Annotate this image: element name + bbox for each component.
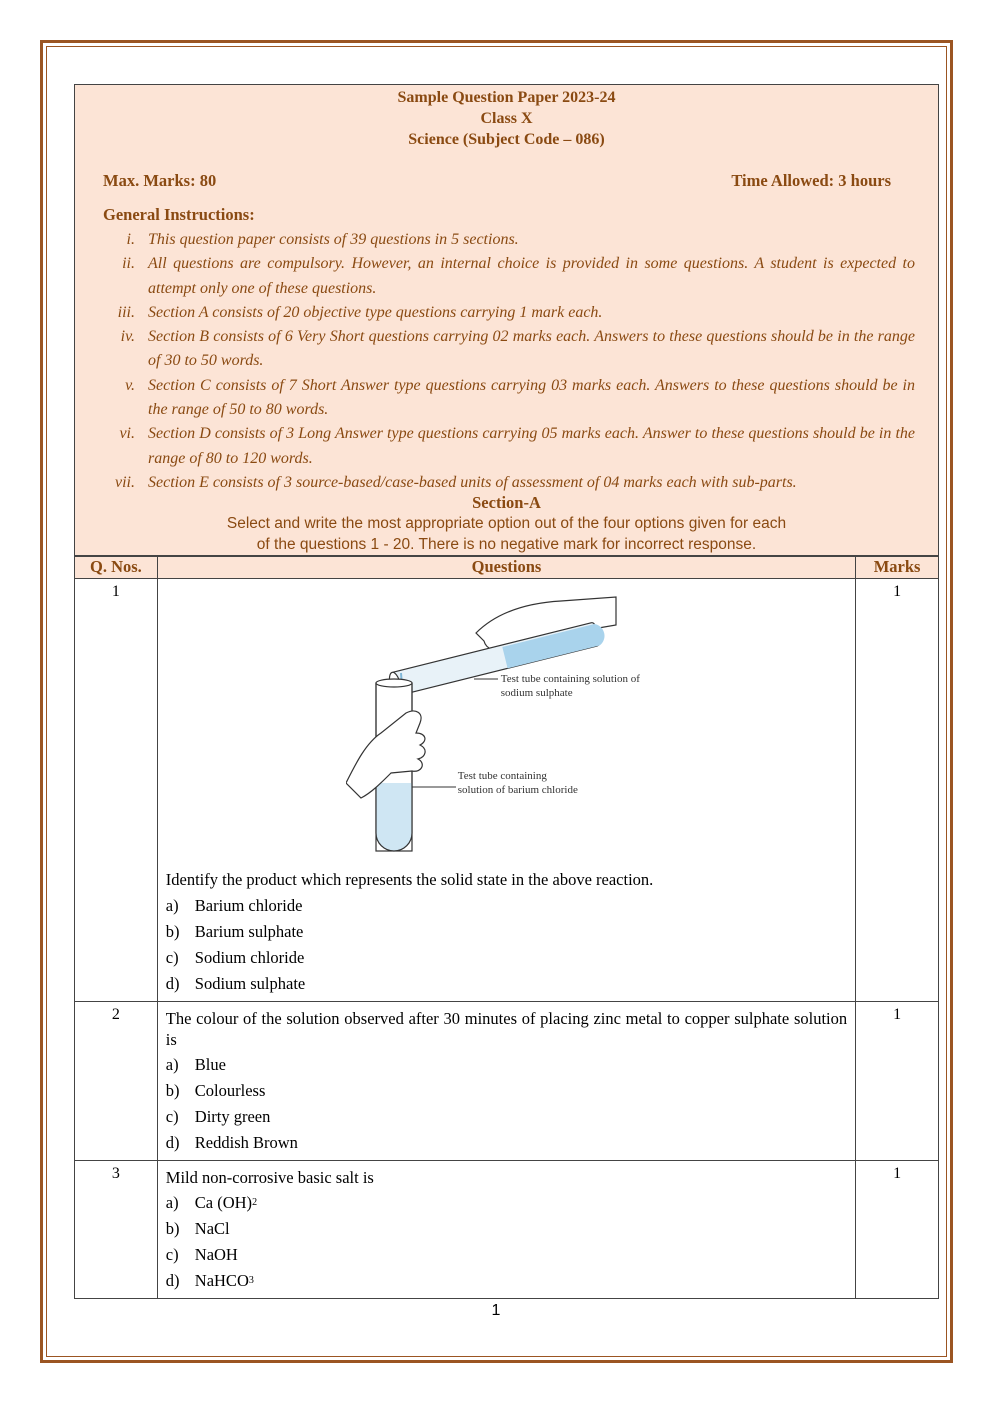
paper-title: Sample Question Paper 2023-24 xyxy=(397,89,616,106)
figure-label-lower-line1: Test tube containing xyxy=(457,770,547,782)
option-item: a) Ca (OH) 2 xyxy=(165,1193,258,1212)
question-cell xyxy=(157,1161,855,1299)
paper-subject: Science (Subject Code – 086) xyxy=(408,131,605,148)
option-item: b) Barium sulphate xyxy=(165,922,304,941)
question-marks: 1 xyxy=(856,1161,939,1299)
instruction-item: iv. Section B consists of 6 Very Short questions carrying 02 marks each. Answers to these questions should be in the range of 30 to 50 words. xyxy=(120,328,915,370)
option-item: b) NaCl xyxy=(165,1219,230,1238)
col-header-qno: Q. Nos. xyxy=(75,557,158,579)
max-marks: Max. Marks: 80 xyxy=(103,171,217,190)
question-number: 1 xyxy=(75,579,158,1002)
instruction-item: v. Section C consists of 7 Short Answer type questions carrying 03 marks each. Answers to these questions should be in the range of 50 to 80 words. xyxy=(125,376,915,419)
col-header-marks: Marks xyxy=(856,557,939,579)
section-a-title: Section-A xyxy=(472,493,541,512)
option-item: c) NaOH xyxy=(165,1245,238,1264)
instruction-item: vi. Section D consists of 3 Long Answer type questions carrying 05 marks each. Answer to these questions should be in the range of 80 to 120 words. xyxy=(119,425,915,467)
option-item: a) Blue xyxy=(165,1055,226,1074)
figure-label-lower-line2: solution of barium chloride xyxy=(457,784,578,796)
paper-class: Class X xyxy=(480,110,533,127)
option-item: d) NaHCO 3 xyxy=(165,1271,254,1290)
question-text: Mild non-corrosive basic salt is xyxy=(165,1168,374,1187)
question-cell xyxy=(157,579,855,1002)
figure-label-upper-line2: sodium sulphate xyxy=(500,687,573,699)
instruction-item: iii. Section A consists of 20 objective type questions carrying 1 mark each. xyxy=(117,303,603,321)
section-a-header xyxy=(74,491,939,556)
option-item: b) Colourless xyxy=(165,1081,266,1100)
page-number: 1 xyxy=(491,1302,501,1319)
option-item: d) Sodium sulphate xyxy=(165,974,306,993)
question-number: 3 xyxy=(75,1161,158,1299)
table-row xyxy=(75,1002,939,1161)
question-text: The colour of the solution observed after 30 minutes of placing zinc metal to copper sulphate solution is xyxy=(165,1009,848,1049)
instruction-item: i. This question paper consists of 39 questions in 5 sections. xyxy=(126,231,519,248)
section-a-desc-line2: of the questions 1 - 20. There is no negative mark for incorrect response. xyxy=(256,535,757,553)
questions-table xyxy=(74,556,939,1299)
test-tube-figure xyxy=(346,583,686,865)
instruction-item: vii. Section E consists of 3 source-based/case-based units of assessment of 04 marks each with sub-parts. xyxy=(115,473,797,491)
question-marks: 1 xyxy=(856,579,939,1002)
figure-label-upper-line1: Test tube containing solution of xyxy=(500,673,640,685)
question-number: 2 xyxy=(75,1002,158,1161)
time-allowed: Time Allowed: 3 hours xyxy=(731,171,891,190)
question-cell xyxy=(157,1002,855,1161)
table-row xyxy=(75,1161,939,1299)
option-item: c) Dirty green xyxy=(165,1107,271,1126)
table-row xyxy=(75,579,939,1002)
table-header-row xyxy=(75,557,939,579)
general-instructions-list xyxy=(75,228,915,495)
question-marks: 1 xyxy=(856,1002,939,1161)
option-item: d) Reddish Brown xyxy=(165,1133,298,1152)
question-text: Identify the product which represents the solid state in the above reaction. xyxy=(165,870,654,889)
section-a-desc-line1: Select and write the most appropriate option out of the four options given for each xyxy=(226,515,787,532)
option-item: a) Barium chloride xyxy=(165,896,303,915)
option-item: c) Sodium chloride xyxy=(165,948,305,967)
instruction-item: ii. All questions are compulsory. However, an internal choice is provided in some questions. A student is expected to attempt only one of these questions. xyxy=(122,255,915,297)
general-instructions-title: General Instructions: xyxy=(103,205,255,224)
paper-header xyxy=(74,84,939,492)
test-tube-illustration xyxy=(346,583,686,865)
col-header-questions: Questions xyxy=(157,557,855,579)
